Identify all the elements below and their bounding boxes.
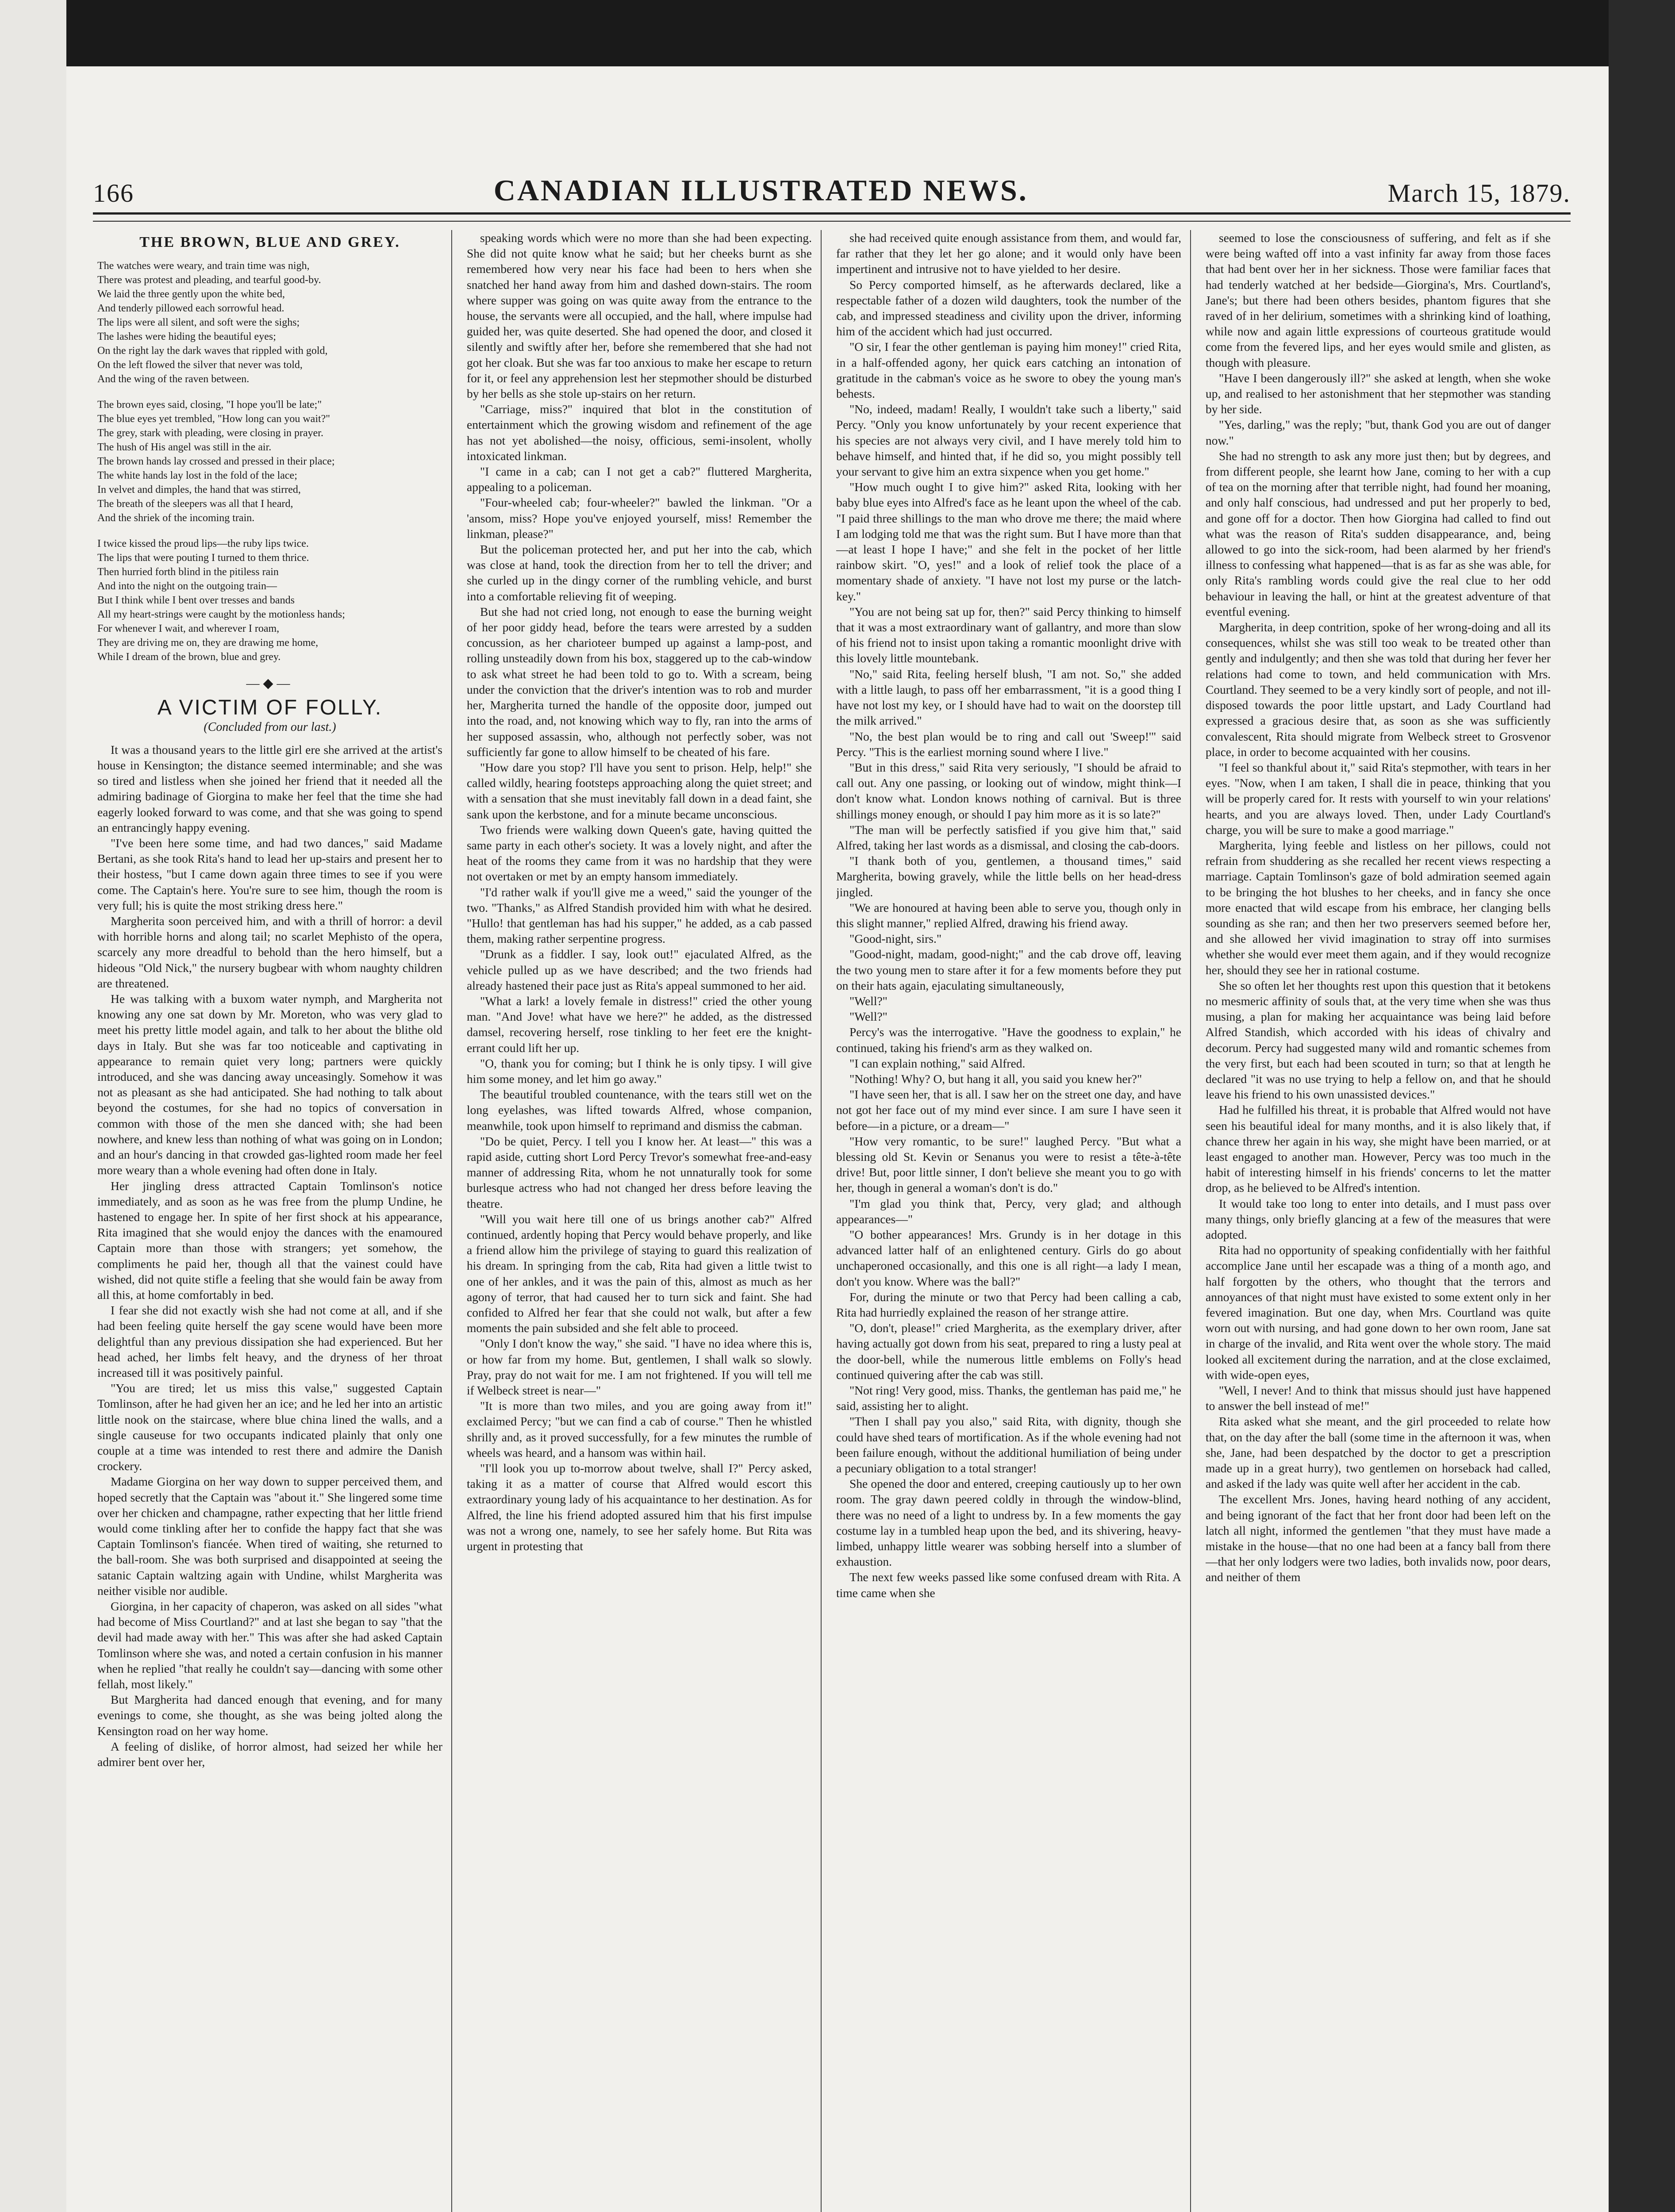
issue-date: March 15, 1879.	[1387, 179, 1571, 207]
story-title: A VICTIM OF FOLLY.	[157, 696, 383, 720]
column-2	[467, 230, 812, 2212]
paragraph: "How much ought I to give him?" asked Rita, looking with her baby blue eyes into Alfred's face as he leant upon the wheel of the cab. "I paid three shillings to the man who drove me there; the maid where I am lodging told me that was the right sum. But I have more than that—at least I hope I have;" and she felt in the pocket of her little rainbow skirt. "O, yes!" and a look of relief took the place of a momentary shade of anxiety. "I have not lost my purse or the latch-key."	[836, 480, 1181, 603]
poem-line: But I think while I bent over tresses and bands	[97, 595, 295, 607]
paragraph: "I came in a cab; can I not get a cab?" fluttered Margherita, appealing to a policeman.	[467, 465, 812, 494]
story-subtitle: (Concluded from our last.)	[204, 720, 336, 734]
paragraph: "Nothing! Why? O, but hang it all, you said you knew her?"	[849, 1071, 1142, 1086]
paragraph: "O, thank you for coming; but I think he is only tipsy. I will give him some money, and let him go away."	[467, 1056, 812, 1086]
story-text	[97, 742, 442, 1770]
scan-border-top	[0, 0, 1675, 66]
poem-line: The blue eyes yet trembled, "How long can you wait?"	[97, 413, 330, 425]
paragraph: The next few weeks passed like some confused dream with Rita. A time came when she	[836, 1570, 1181, 1600]
paragraph: But the policeman protected her, and put her into the cab, which was close at hand, took the direction from her to tell the driver; and she curled up in the dingy corner of the rumbling vehicle, and burst into a comfortable relieving fit of weeping.	[467, 542, 812, 603]
scan-border-right	[1609, 0, 1675, 2212]
paragraph: She so often let her thoughts rest upon this question that it betokens no mesmeric affinity of souls that, at the very time when she was thus musing, a plan for making her acquaintance was being laid before Alfred Standish, which accorded with his ideas of chivalry and decorum. Percy had suggested many wild and romantic schemes from the very first, but each had been scouted in turn; so that at length he declared "it was no use trying to help a fellow on, and that he should leave his friend to his own unassisted devices."	[1206, 978, 1551, 1102]
poem-line: And into the night on the outgoing train—	[97, 580, 277, 592]
paragraph: "O, don't, please!" cried Margherita, as the exemplary driver, after having actually got down from his seat, prepared to ring a lusty peal at the door-bell, while the numerous little emblems on Folly's head continued quivering after the cab was still.	[836, 1321, 1181, 1382]
paragraph: she had received quite enough assistance from them, and would far, far rather that they let her go alone; and it would only have been impertinent and intrusive not to have yielded to her desire.	[836, 231, 1181, 276]
paragraph: "But in this dress," said Rita very seriously, "I should be afraid to call out. Any one passing, or looking out of window, might think—I don't know what. London knows nothing of carnival. But is three shillings money enough, or should I pay him more as it is so late?"	[836, 760, 1181, 821]
paragraph: "I can explain nothing," said Alfred.	[849, 1056, 1026, 1070]
paragraph: "How dare you stop? I'll have you sent to prison. Help, help!" she called wildly, hearing footsteps approaching along the quiet street; and with a sensation that she must inevitably fall down in a dead faint, she sank upon the kerbstone, and for a minute became unconscious.	[467, 760, 812, 821]
paragraph: "How very romantic, to be sure!" laughed Percy. "But what a blessing old St. Kevin or Senanus you were to resist a tête-à-tête drive! But, poor little sinner, I don't believe she meant you to go with her, though in general a woman's don't is do."	[836, 1134, 1181, 1195]
poem-line: We laid the three gently upon the white bed,	[97, 288, 285, 300]
page-number: 166	[93, 179, 134, 207]
column-divider	[451, 230, 452, 2212]
paragraph: She opened the door and entered, creeping cautiously up to her own room. The gray dawn peered coldly in through the window-blind, there was no need of a light to undress by. In a few moments the gay costume lay in a tumbled heap upon the bed, and its shivering, heavy-limbed, unhappy little wearer was sobbing herself into a slumber of exhaustion.	[836, 1477, 1181, 1569]
paragraph: I fear she did not exactly wish she had not come at all, and if she had been feeling quite herself the gay scene would have been more delightful than any previous dissipation she had experienced. But her head ached, her limbs felt heavy, and the dryness of her throat increased till it was positively painful.	[97, 1303, 442, 1379]
paragraph: A feeling of dislike, of horror almost, had seized her while her admirer bent over her,	[97, 1739, 442, 1769]
poem-line: The grey, stark with pleading, were closing in prayer.	[97, 427, 323, 439]
paragraph: "Yes, darling," was the reply; "but, thank God you are out of danger now."	[1206, 418, 1551, 447]
paragraph: "What a lark! a lovely female in distress!" cried the other young man. "And Jove! what have we here?" he added, as the distressed damsel, recovering herself, rose tinkling to her feet ere the knight-errant could lift her up.	[467, 994, 812, 1055]
paragraph: "O bother appearances! Mrs. Grundy is in her dotage in this advanced latter half of an enlightened century. Girls do go about unchaperoned occasionally, and this one is all right—a lady I mean, don't you know. Where was the ball?"	[836, 1228, 1181, 1288]
paragraph: "I'm glad you think that, Percy, very glad; and although appearances—"	[836, 1196, 1181, 1226]
poem-line: On the right lay the dark waves that rippled with gold,	[97, 345, 328, 357]
poem-line: The breath of the sleepers was all that I heard,	[97, 498, 293, 510]
paragraph: "I've been here some time, and had two dances," said Madame Bertani, as she took Rita's hand to lead her up-stairs and present her to their hostess, "but I came down again three times to see if you were come. The Captain's here. You're sure to see him, though the room is very full; his is quite the most striking dress here."	[97, 836, 442, 912]
paragraph: seemed to lose the consciousness of suffering, and felt as if she were being wafted off into a vast infinity far away from those faces that had bent over her in her sickness. Those were familiar faces that had tenderly watched at her bedside—Giorgina's, Mrs. Courtland's, Jane's; but there had been others besides, phantom figures that she raved of in her delirium, sometimes with a shrinking kind of loathing, while now and again little expressions of courteous gratitude would come from the fevered lips, and her eyes would smile and glisten, as though with pleasure.	[1206, 231, 1551, 369]
paragraph: "It is more than two miles, and you are going away from it!" exclaimed Percy; "but we can find a cab of course." Then he whistled shrilly and, as it proved successfully, for a few minutes the rumble of wheels was heard, and a hansom was within hail.	[467, 1399, 812, 1459]
paragraph: "We are honoured at having been able to serve you, though only in this slight manner," replied Alfred, drawing his friend away.	[836, 900, 1181, 930]
paragraph: "Well?"	[849, 994, 887, 1008]
poem-line: There was protest and pleading, and tearful good-by.	[97, 274, 321, 286]
paper-title: CANADIAN ILLUSTRATED NEWS.	[493, 173, 1028, 207]
paragraph: But Margherita had danced enough that evening, and for many evenings to come, she thought, as she was being jolted along the Kensington road on her way home.	[97, 1693, 442, 1738]
paragraph: "The man will be perfectly satisfied if you give him that," said Alfred, taking her last words as a dismissal, and closing the cab-doors.	[836, 822, 1181, 852]
paragraph: "Carriage, miss?" inquired that blot in the constitution of entertainment which the growing wisdom and refinement of the age has not yet abolished—the noisy, officious, semi-insolent, wholly intoxicated linkman.	[467, 402, 812, 463]
paragraph: She had no strength to ask any more just then; but by degrees, and from different people, she learnt how Jane, coming to her with a cup of tea on the morning after that terrible night, had found her moaning, and only half conscious, had undressed and put her properly to bed, and gone off for a doctor. Then how Giorgina had called to find out what was the reason of Rita's sudden disappearance, and, being allowed to go into the sick-room, had been alarmed by her friend's illness to confessing what happened—that is as far as she was able, for only Rita's rambling words could give the real clue to her odd behaviour in leaving the hall, or hint at the greatest adventure of that eventful evening.	[1206, 449, 1551, 618]
paragraph: "Well?"	[849, 1010, 887, 1024]
paragraph: "Not ring! Very good, miss. Thanks, the gentleman has paid me," he said, assisting her to alight.	[836, 1383, 1181, 1413]
paragraph: "No, indeed, madam! Really, I wouldn't take such a liberty," said Percy. "Only you know unfortunately by your recent experience that his species are not always very civil, and I have merely told him to behave himself, and hinted that, if he did so, you might possibly tell your servant to give him an extra sixpence when you get home."	[836, 402, 1181, 479]
paragraph: "Only I don't know the way," she said. "I have no idea where this is, or how far from my home. But, gentlemen, I shall walk so slowly. Pray, pray do not wait for me. I am not frightened. If you will tell me if Welbeck street is near—"	[467, 1336, 812, 1398]
paragraph: "I'll look you up to-morrow about twelve, shall I?" Percy asked, taking it as a matter of course that Alfred would escort this extraordinary young lady of his acquaintance to her destination. As for Alfred, the line his friend adopted assured him that his first impulse was not a wrong one, namely, to see her safely home. But Rita was urgent in protesting that	[467, 1461, 812, 1553]
poem-line: For whenever I wait, and wherever I roam,	[97, 623, 280, 635]
section-divider-ornament: —◆—	[246, 676, 294, 691]
paragraph: "No," said Rita, feeling herself blush, "I am not. So," she added with a little laugh, to pass off her embarrassment, "it is a good thing I have not lost my key, or I should have had to wait on the doorstep till the milk arrived."	[836, 667, 1181, 728]
poem-stanza	[97, 259, 442, 386]
story-text	[1206, 230, 1551, 1585]
paragraph: He was talking with a buxom water nymph, and Margherita not knowing any one sat down by Mr. Moreton, who was very glad to meet his pretty little model again, and talk to her about the blithe old days in Italy. But she was far too noticeable and captivating in appearance to remain quiet very long; partners were quickly introduced, and she was dancing away unceasingly. Somehow it was not as pleasant as she had anticipated. She had nothing to talk about beyond the costumes, for she had no topics of conversation in common with those of the men she danced with; she had been nowhere, and knew less than nothing of what was going on in London; and an hour's dancing in that crowded gas-lighted room made her feel more weary than a whole evening had often done in Italy.	[97, 992, 442, 1177]
poem-line: The white hands lay lost in the fold of the lace;	[97, 470, 297, 482]
poem-line: While I dream of the brown, blue and grey.	[97, 651, 281, 663]
story-text	[467, 230, 812, 1554]
column-3	[836, 230, 1181, 2212]
poem-line: In velvet and dimples, the hand that was stirred,	[97, 484, 301, 496]
poem-line: They are driving me on, they are drawing me home,	[97, 637, 319, 649]
paragraph: "You are tired; let us miss this valse," suggested Captain Tomlinson, after he had given her an ice; and he led her into an artistic little nook on the staircase, where blue china lined the walls, and a single causeuse for two occupants indicated plainly that only one couple at a time was intended to rest there and admire the Danish crockery.	[97, 1381, 442, 1473]
poem-line: And the shriek of the incoming train.	[97, 512, 255, 524]
paragraph: Margherita, in deep contrition, spoke of her wrong-doing and all its consequences, whilst she was still too weak to be treated other than gently and indulgently; and then she was told that during her fever her relations had come to town, and held communication with Mrs. Courtland. They seemed to be a very kindly sort of people, and not ill-disposed towards the poor little upstart, and Lady Courtland had expressed a gracious desire that, as soon as she was sufficiently convalescent, Rita should migrate from Welbeck street to Grosvenor place, in order to become acquainted with her cousins.	[1206, 620, 1551, 759]
poem-line: The watches were weary, and train time was nigh,	[97, 260, 310, 272]
paragraph: "I have seen her, that is all. I saw her on the street one day, and have not got her face out of my mind ever since. I am sure I have seen it before—in a picture, or a dream—"	[836, 1087, 1181, 1133]
paragraph: "O sir, I fear the other gentleman is paying him money!" cried Rita, in a half-offended agony, her quick ears catching an intonation of gratitude in the cabman's voice as he swore to obey the young man's behests.	[836, 340, 1181, 401]
scan-border-left	[0, 0, 66, 2212]
paragraph: Rita had no opportunity of speaking confidentially with her faithful accomplice Jane until her escapade was a thing of a month ago, and half forgotten by the others, who thought that the terrors and annoyances of that night must have existed to some extent only in her fevered imagination. But one day, when Mrs. Courtland was quite worn out with nursing, and had gone down to her own room, Jane sat in charge of the invalid, and Rita went over the whole story. The maid looked all excitement during the narration, and at the close exclaimed, with wide-open eyes,	[1206, 1243, 1551, 1382]
paragraph: "I'd rather walk if you'll give me a weed," said the younger of the two. "Thanks," as Alfred Standish provided him with what he desired. "Hullo! that gentleman has had his supper," he added, as a cab passed them, making rather serpentine progress.	[467, 885, 812, 946]
paragraph: Had he fulfilled his threat, it is probable that Alfred would not have seen his beautiful ideal for many months, and it is also likely that, if chance threw her again in his way, she might have been married, or at least engaged to another man. However, Percy was too much in the habit of interesting himself in his friends' concerns to let the matter drop, as he believed to be Alfred's intention.	[1206, 1103, 1551, 1195]
paragraph: It would take too long to enter into details, and I must pass over many things, only briefly glancing at a few of the measures that were adopted.	[1206, 1196, 1551, 1241]
story-text	[836, 230, 1181, 1601]
paragraph: For, during the minute or two that Percy had been calling a cab, Rita had hurriedly explained the reason of her strange attire.	[836, 1290, 1181, 1320]
paragraph: "Then I shall pay you also," said Rita, with dignity, though she could have shed tears of mortification. As if the whole evening had not been failure enough, without the additional humiliation of being under a pecuniary obligation to a total stranger!	[836, 1414, 1181, 1475]
poem-line: And the wing of the raven between.	[97, 373, 250, 385]
poem-title: THE BROWN, BLUE AND GREY.	[139, 234, 400, 250]
newspaper-page	[66, 66, 1609, 2212]
paragraph: "I feel so thankful about it," said Rita's stepmother, with tears in her eyes. "Now, when I am taken, I shall die in peace, thinking that you will be properly cared for. It rests with yourself to win your relations' hearts, and you are always loved. Then, under Lady Courtland's charge, you will be sure to make a good marriage."	[1206, 760, 1551, 837]
paragraph: Her jingling dress attracted Captain Tomlinson's notice immediately, and as soon as he was free from the plump Undine, he hastened to engage her. In spite of her first shock at his appearance, Rita imagined that she would enjoy the dances with the enamoured Captain more than those with strangers; yet somehow, the compliments he paid her, though all that the vainest could have wished, did not quite stifle a feeling that she would fain be away from all this, at home comfortably in bed.	[97, 1179, 442, 1302]
paragraph: "Do be quiet, Percy. I tell you I know her. At least—" this was a rapid aside, cutting short Lord Percy Trevor's somewhat free-and-easy manner of addressing Rita, whom he not unnaturally took for some burlesque actress who had not changed her dress before leaving the theatre.	[467, 1134, 812, 1210]
paragraph: "Good-night, sirs."	[849, 932, 942, 946]
poem-stanza	[97, 398, 442, 525]
paragraph: "No, the best plan would be to ring and call out 'Sweep!'" said Percy. "This is the earliest morning sound where I live."	[836, 729, 1181, 759]
paragraph: Percy's was the interrogative. "Have the goodness to explain," he continued, taking his friend's arm as they walked on.	[836, 1025, 1181, 1055]
column-1	[97, 230, 442, 2212]
poem-line: And tenderly pillowed each sorrowful head.	[97, 303, 284, 315]
poem-line: The lips that were pouting I turned to them thrice.	[97, 552, 309, 564]
paragraph: So Percy comported himself, as he afterwards declared, like a respectable father of a dozen wild daughters, took the number of the cab, and impressed steadiness and civility upon the driver, informing him of the accident which had just occurred.	[836, 277, 1181, 338]
poem-line: The lips were all silent, and soft were the sighs;	[97, 317, 300, 329]
paragraph: "Four-wheeled cab; four-wheeler?" bawled the linkman. "Or a 'ansom, miss? Hope you've enjoyed yourself, miss! Remember the linkman, please?"	[467, 495, 812, 541]
paragraph: Two friends were walking down Queen's gate, having quitted the same party in each other's society. It was a lovely night, and after the heat of the rooms they came from it was no hardship that they were not overtaken or met by an empty hansom immediately.	[467, 822, 812, 883]
paragraph: The excellent Mrs. Jones, having heard nothing of any accident, and being ignorant of the fact that her front door had been left on the latch all night, informed the gentlemen "that they must have made a mistake in the house—that no one had been at a fancy ball from there—that her only lodgers were two ladies, both invalids now, poor dears, and neither of them	[1206, 1492, 1551, 1584]
poem-body	[97, 259, 442, 664]
paragraph: It was a thousand years to the little girl ere she arrived at the artist's house in Kensington; the distance seemed interminable; and she was so tired and listless when she joined her friend that it needed all the admiring badinage of Giorgina to make her feel that the time she had eagerly looked forward to was come, and that she was going to spend an entrancingly happy evening.	[97, 742, 442, 834]
paragraph: Rita asked what she meant, and the girl proceeded to relate how that, on the day after the ball (some time in the afternoon it was, when she, Jane, had been despatched by the doctor to get a prescription made up in a great hurry), two gentlemen on horseback had called, and asked if the lady was quite well after her accident in the cab.	[1206, 1414, 1551, 1491]
poem-line: On the left flowed the silver that never was told,	[97, 359, 303, 371]
poem-line: I twice kissed the proud lips—the ruby lips twice.	[97, 538, 309, 550]
paragraph: But she had not cried long, not enough to ease the burning weight of her poor giddy head, before the tears were arrested by a sudden concussion, as her charioteer bumped up against a lamp-post, and rolling unsteadily down from his box, staggered up to the cab-window to ask what street he had been told to go to. With a scream, being under the conviction that the driver's intention was to rob and murder her, Margherita turned the handle of the opposite door, jumped out into the road, and, not knowing which way to fly, ran into the arms of her supposed assassin, who, although not perfectly sober, was not sufficiently far gone to allow himself to be cheated of his fare.	[467, 604, 812, 759]
paragraph: "Have I been dangerously ill?" she asked at length, when she woke up, and realised to her astonishment that her stepmother was standing by her side.	[1206, 371, 1551, 416]
paragraph: "Will you wait here till one of us brings another cab?" Alfred continued, ardently hoping that Percy would behave properly, and like a friend allow him the privilege of staying to guard this realization of his dream. In springing from the cab, Rita had given a little twist to one of her ankles, and it was the pain of this, almost as much as her agony of terror, that had caused her to turn sick and faint. She had confided to Alfred her fear that she could not walk, but after a few moments the pain subsided and she felt able to proceed.	[467, 1212, 812, 1335]
paragraph: "You are not being sat up for, then?" said Percy thinking to himself that it was a most extraordinary want of gallantry, and more than slow of his friend not to insist upon taking a romantic moonlight drive with this lovely little mountebank.	[836, 604, 1181, 665]
poem-line: All my heart-strings were caught by the motionless hands;	[97, 609, 345, 621]
paragraph: "Good-night, madam, good-night;" and the cab drove off, leaving the two young men to stare after it for a few moments before they put on their hats again, ejaculating simultaneously,	[836, 947, 1181, 992]
poem-line: Then hurried forth blind in the pitiless rain	[97, 566, 279, 578]
masthead-rule	[93, 212, 1571, 222]
column-4	[1206, 230, 1551, 2212]
column-divider	[1190, 230, 1191, 2212]
paragraph: Madame Giorgina on her way down to supper perceived them, and hoped secretly that the Captain was "about it." She lingered some time over her chicken and champagne, rather expecting that her little friend would come tinkling after her to confide the happy fact that she was Captain Tomlinson's fiancée. When tired of waiting, she returned to the ball-room. She was both surprised and disappointed at seeing the satanic Captain waltzing again with Undine, whilst Margherita was neither visible nor audible.	[97, 1475, 442, 1598]
paragraph: "Drunk as a fiddler. I say, look out!" ejaculated Alfred, as the vehicle pulled up as we have described; and the two friends had already hastened their pace just as Rita's appeal summoned to her aid.	[467, 947, 812, 992]
paragraph: speaking words which were no more than she had been expecting. She did not quite know what he said; but her cheeks burnt as she remembered how very near his face had been to hers when she snatched her hand away from him and dashed down-stairs. The room where supper was going on was quite away from the entrance to the house, the servants were all occupied, and the hall, where impulse had guided her, was quite deserted. She had opened the door, and closed it silently and swiftly after her, before she remembered that she had not got her cloak. But she was far too anxious to make her escape to return for it, or feel any apprehension lest her stepmother should be disturbed by her bells as she stole up-stairs on her return.	[467, 231, 812, 401]
poem-line: The brown hands lay crossed and pressed in their place;	[97, 456, 335, 468]
poem-line: The lashes were hiding the beautiful eyes;	[97, 331, 276, 343]
paragraph: Giorgina, in her capacity of chaperon, was asked on all sides "what had become of Miss Courtland?" and at last she began to say "that the devil had made away with her." This was after she had asked Captain Tomlinson where she was, and noted a certain confusion in his manner when he replied "that really he couldn't say—dancing with some other fellah, most likely."	[97, 1599, 442, 1691]
poem-line: The hush of His angel was still in the air.	[97, 442, 272, 453]
paragraph: "Well, I never! And to think that missus should just have happened to answer the bell instead of me!"	[1206, 1383, 1551, 1413]
paragraph: "I thank both of you, gentlemen, a thousand times," said Margherita, bowing gravely, while the little bells on her head-dress jingled.	[836, 854, 1181, 899]
column-divider	[821, 230, 822, 2212]
poem-line: The brown eyes said, closing, "I hope you'll be late;"	[97, 399, 322, 411]
paragraph: Margherita soon perceived him, and with a thrill of horror: a devil with horrible horns and along tail; no scarlet Mephisto of the opera, scarcely any more dreadful to behold than the hero himself, but a hideous "Old Nick," the nursery bugbear with whom naughty children are threatened.	[97, 914, 442, 990]
paragraph: Margherita, lying feeble and listless on her pillows, could not refrain from shuddering as she recalled her recent views respecting a marriage. Captain Tomlinson's gaze of bold admiration seemed again to be bringing the hot blushes to her cheeks, and in fancy she once more enacted that wild escape from his embrace, her clanging bells sounding as she ran; and then her two preservers seemed before her, and she allowed her vivid imagination to stray off into surmises whether she would ever meet them again, and if they would recognize her, should they see her in rational costume.	[1206, 838, 1551, 977]
paragraph: The beautiful troubled countenance, with the tears still wet on the long eyelashes, was lifted towards Alfred, whose companion, meanwhile, took upon himself to reprimand and dismiss the cabman.	[467, 1087, 812, 1133]
masthead	[93, 155, 1571, 208]
poem-stanza	[97, 537, 442, 664]
